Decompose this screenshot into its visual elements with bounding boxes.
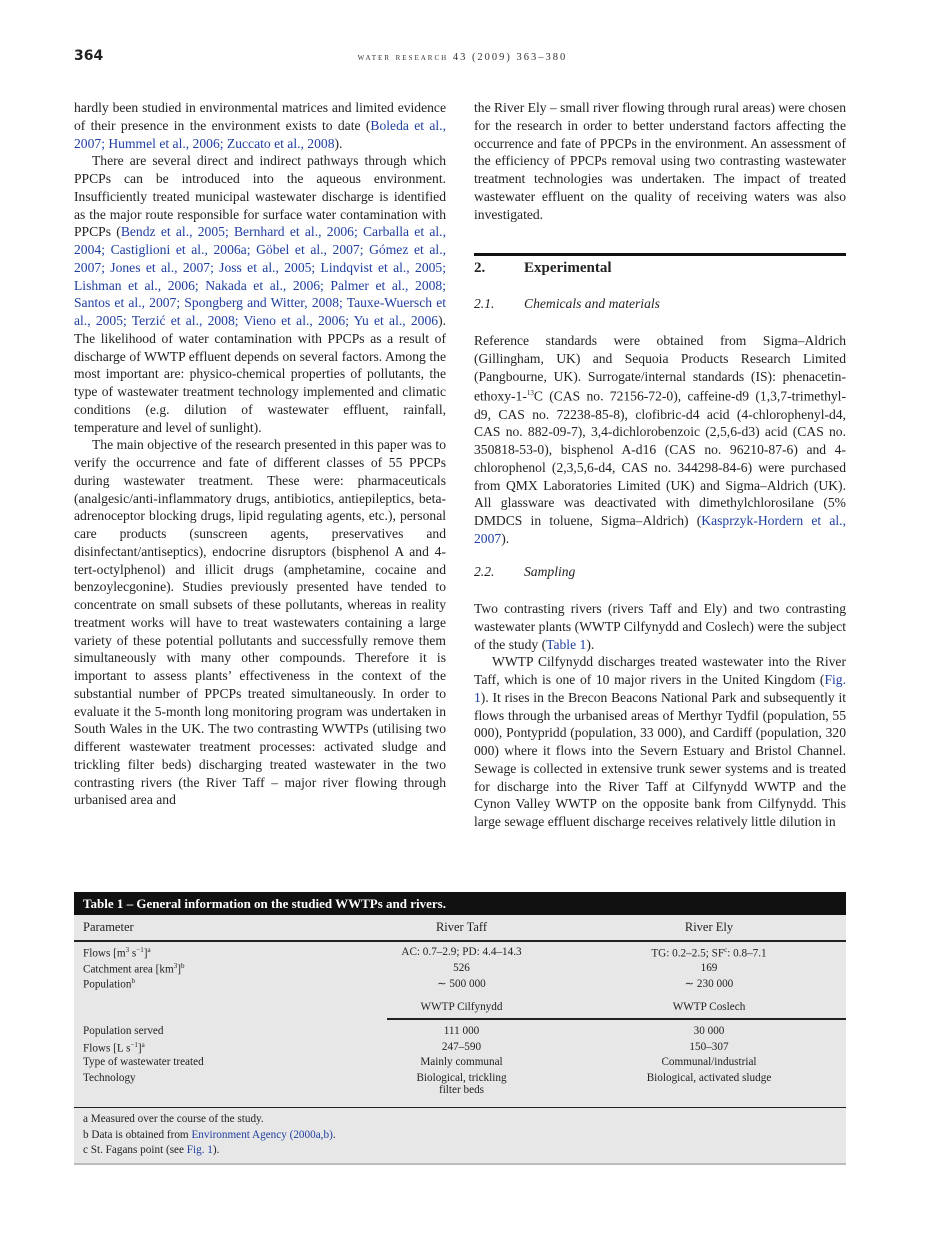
text-span: a Measured over the course of the study. [83,1113,264,1125]
table-cell-ely: 150–307 [689,1040,729,1053]
subsection-title: Chemicals and materials [524,296,660,311]
table-row-parameter: Catchment area $[km^3]^b$ [83,961,185,976]
text-span: ). It rises in the Brecon Beacons National Park and subsequently it flows through the urbanised areas of Merthyr Tydfil (population, 55 000), Pontypridd (population, 33 000), and Cardiff (population, 320 000) where it flows into the Severn Estuary and Bristol Channel. Sewage is collected in extensive trunk sewer systems and is treated for discharge into the River Taff at Cilfynydd WWTP and the Cynon Valley WWTP on the opposite bank from Cilfynydd. This large sewage effluent discharge receives relatively little dilution in [474,689,846,829]
text-span: . [332,1128,336,1141]
paragraph [474,653,846,831]
table-footnote [83,1144,219,1156]
table-cell-taff: 247–590 [441,1040,482,1053]
table-footnote [83,1113,264,1125]
text-span: Reference standards were obtained from Sigma–Aldrich (Gillingham, UK) and Sequoia Products Research Limited (Pangbourne, UK). Surrogate/internal standards (IS): phenacetin-ethoxy-1- [474,333,846,404]
text-span: The main objective of the research presented in this paper was to verify the occurrence and fate of different classes of 55 PPCPs during wastewater treatment. These were: pharmaceuticals (analgesic/anti-inflammatory drugs, antibiotics, antiepileptics, beta-adrenoceptor blocking drugs, lipid regulating agents, etc.), personal care products (sunscreen agents, preservatives and disinfectant/antiseptics), endocrine disruptors (bisphenol A and 4-tert-octylphenol) and illicit drugs (amphetamine, cocaine and benzoylecgonine). Studies previously presented have tended to concentrate on small subsets of these pollutants, whereas in reality treatment works will have to treat wastewaters containing a large variety of these potential pollutants and successfully remove them simultaneously with many other compounds. Therefore it is important to assess plants’ effectiveness in the context of the substantial number of PPCPs treated simultaneously. In order to evaluate it the 5-month long monitoring program was undertaken in South Wales in the UK. The two contrasting WWTPs (utilising two different wastewater treatment processes: activated sludge and trickling filter beds) discharging treated wastewater in the two contrasting rivers (the River Taff – major river flowing through urbanised area and [74,437,446,808]
table-cell-taff: Mainly communal [420,1056,503,1068]
citation-link[interactable]: Environment Agency (2000a,b) [191,1128,333,1141]
citation-link[interactable]: Fig. 1 [474,672,846,705]
paragraph [474,332,846,548]
citation-link[interactable]: Bendz et al., 2005; Bernhard et al., 2006; Carballa et al., 2004; Castiglioni et al., 2006a; Göbel et al., 2007; Gómez et al., 2007; Jones et al., 2007; Joss et al., 2005; Lindqvist et al., 2005; Lishman et al., 2006; Nakada et al., 2006; Palmer et al., 2008; Santos et al., 2007; Spongberg and Witter, 2008; Tauxe-Wuersch et al., 2005; Terzić et al., 2008; Vieno et al., 2006; Yu et al., 2006 [74,224,446,328]
text-span: ). [334,135,343,151]
table-cell-ely: 30 000 [693,1025,725,1037]
table-cell-taff: AC: 0.7–2.9; PD: 4.4–14.3 [401,946,522,958]
paragraph [74,436,446,809]
text-span: There are several direct and indirect pathways through which PPCPs can be introduced into the aqueous environment. Insufficiently treated municipal wastewater discharge is identified as the major route responsible for surface water contamination with PPCPs ( [74,153,446,240]
table-footnote [83,1129,336,1141]
table-cell-ely: Communal/industrial [661,1056,757,1068]
text-span: b Data is obtained from [83,1128,192,1141]
section-heading [474,260,612,277]
text-span: the River Ely – small river flowing through rural areas) were chosen for the research in order to better understand factors affecting the occurrence and fate of PPCPs in the environment. An assessment of the efficiency of PPCPs removal using two contrasting wastewater treatment technologies was undertaken. The impact of treated wastewater effluent on the quality of receiving waters was also investigated. [474,100,846,222]
table-row-parameter: Technology [83,1071,136,1084]
table-row-parameter: Flows [$m^3$ $s^{-1}]^a$ [83,946,151,960]
section-number: 2. [474,260,486,276]
table-row-parameter: Population$^b$ [83,977,135,991]
text-span: C (CAS no. 72156-72-0), caffeine-d9 (1,3,7-trimethyl-d9, CAS no. 72238-85-8), clofibric-d4 acid (4-chlorophenyl-d4, CAS no. 882-09-7), 3,4-dichlorobenzoic (2,5,6-d3) acid (CAS no. 350818-53-0), bisphenol A-d16 (CAS no. 96210-87-6) and 4-chlorophenol (2,3,5,6-d4, CAS no. 344298-84-6) were purchased from QMX Laboratories Limited (UK) and Sigma–Aldrich (UK). All glassware was deactivated with dimethylchlorosilane (5% DMDCS in toluene, Sigma–Aldrich) ( [474,388,846,529]
subsection-number: 2.1. [474,296,495,311]
journal-running-head: water research 43 (2009) 363–380 [357,52,568,63]
right-column-intro [474,99,846,223]
text-span: ). [586,636,595,652]
table-row-parameter: Population served [83,1025,164,1037]
subsection-title: Sampling [524,564,576,579]
subsection-heading-sampling [474,564,575,580]
table-cell-taff: 111 000 [443,1025,480,1037]
subheader-wwtp-cilfynydd: WWTP Cilfynydd [420,1001,503,1013]
paragraph [74,99,446,152]
text-span: hardly been studied in environmental matrices and limited evidence of their presence in the environment exists to date ( [74,100,446,133]
table-cell-taff: ∼ 500 000 [437,978,486,990]
table-cell-taff: Biological, trickling filter beds [416,1071,507,1096]
text-span: ). [501,530,510,546]
table-cell-ely: 169 [700,961,718,974]
citation-link[interactable]: Table 1 [546,636,587,652]
table-rule [74,1107,846,1108]
section-rule [474,253,846,256]
paragraph [474,99,846,223]
table-cell-ely: Biological, activated sludge [646,1071,772,1084]
subheader-wwtp-coslech: WWTP Coslech [672,1001,746,1013]
citation-link[interactable]: Kasprzyk-Hordern et al., 2007 [474,513,846,546]
sampling-paragraphs [474,600,846,831]
page-number: 364 [74,48,104,64]
table-row-parameter: Flows [L $s^{-1}]^a$ [83,1040,145,1055]
paragraph [74,152,446,436]
text-span: WWTP Cilfynydd discharges treated wastewater into the River Taff, which is one of 10 major rivers in the United Kingdom ( [474,654,846,687]
header-river-ely: River Ely [684,920,734,934]
subsection-heading-chemicals [474,296,660,312]
left-column [74,99,446,809]
text-span: c St. Fagans point (see [83,1144,187,1156]
table-caption: Table 1 – General information on the studied WWTPs and rivers. [74,892,846,915]
text-span: ). [212,1144,220,1156]
text-span: 13 [526,389,534,398]
table-rule [387,1018,846,1020]
paragraph [474,600,846,653]
table-cell-ely: TG: 0.2–2.5; $SF^c$: 0.8–7.1 [651,946,767,960]
table-1 [74,892,846,1165]
citation-link[interactable]: Boleda et al., 2007; Hummel et al., 2006; Zuccato et al., 2008 [74,117,446,151]
header-parameter: Parameter [83,920,134,934]
subsection-number: 2.2. [474,564,495,579]
table-cell-taff: 526 [453,961,470,974]
text-span: Two contrasting rivers (rivers Taff and Ely) and two contrasting wastewater plants (WWTP Cilfynydd and Coslech) were the subject of the study ( [474,601,846,652]
chemicals-paragraph [474,332,846,548]
citation-link[interactable]: Fig. 1 [186,1144,213,1156]
section-title: Experimental [524,260,612,276]
text-span: ). The likelihood of water contamination with PPCPs as a result of discharge of WWTP effluent depends on several factors. Among the most important are: physico-chemical properties of pollutants, the type of wastewater treatment technology implemented and climatic conditions (e.g. dilution of wastewater effluent, rainfall, temperature and level of sunlight). [74,313,446,435]
table-rule [74,940,846,942]
table-row-parameter: Type of wastewater treated [83,1056,204,1068]
table-cell-ely: ∼ 230 000 [684,978,734,990]
header-river-taff: River Taff [435,920,488,934]
